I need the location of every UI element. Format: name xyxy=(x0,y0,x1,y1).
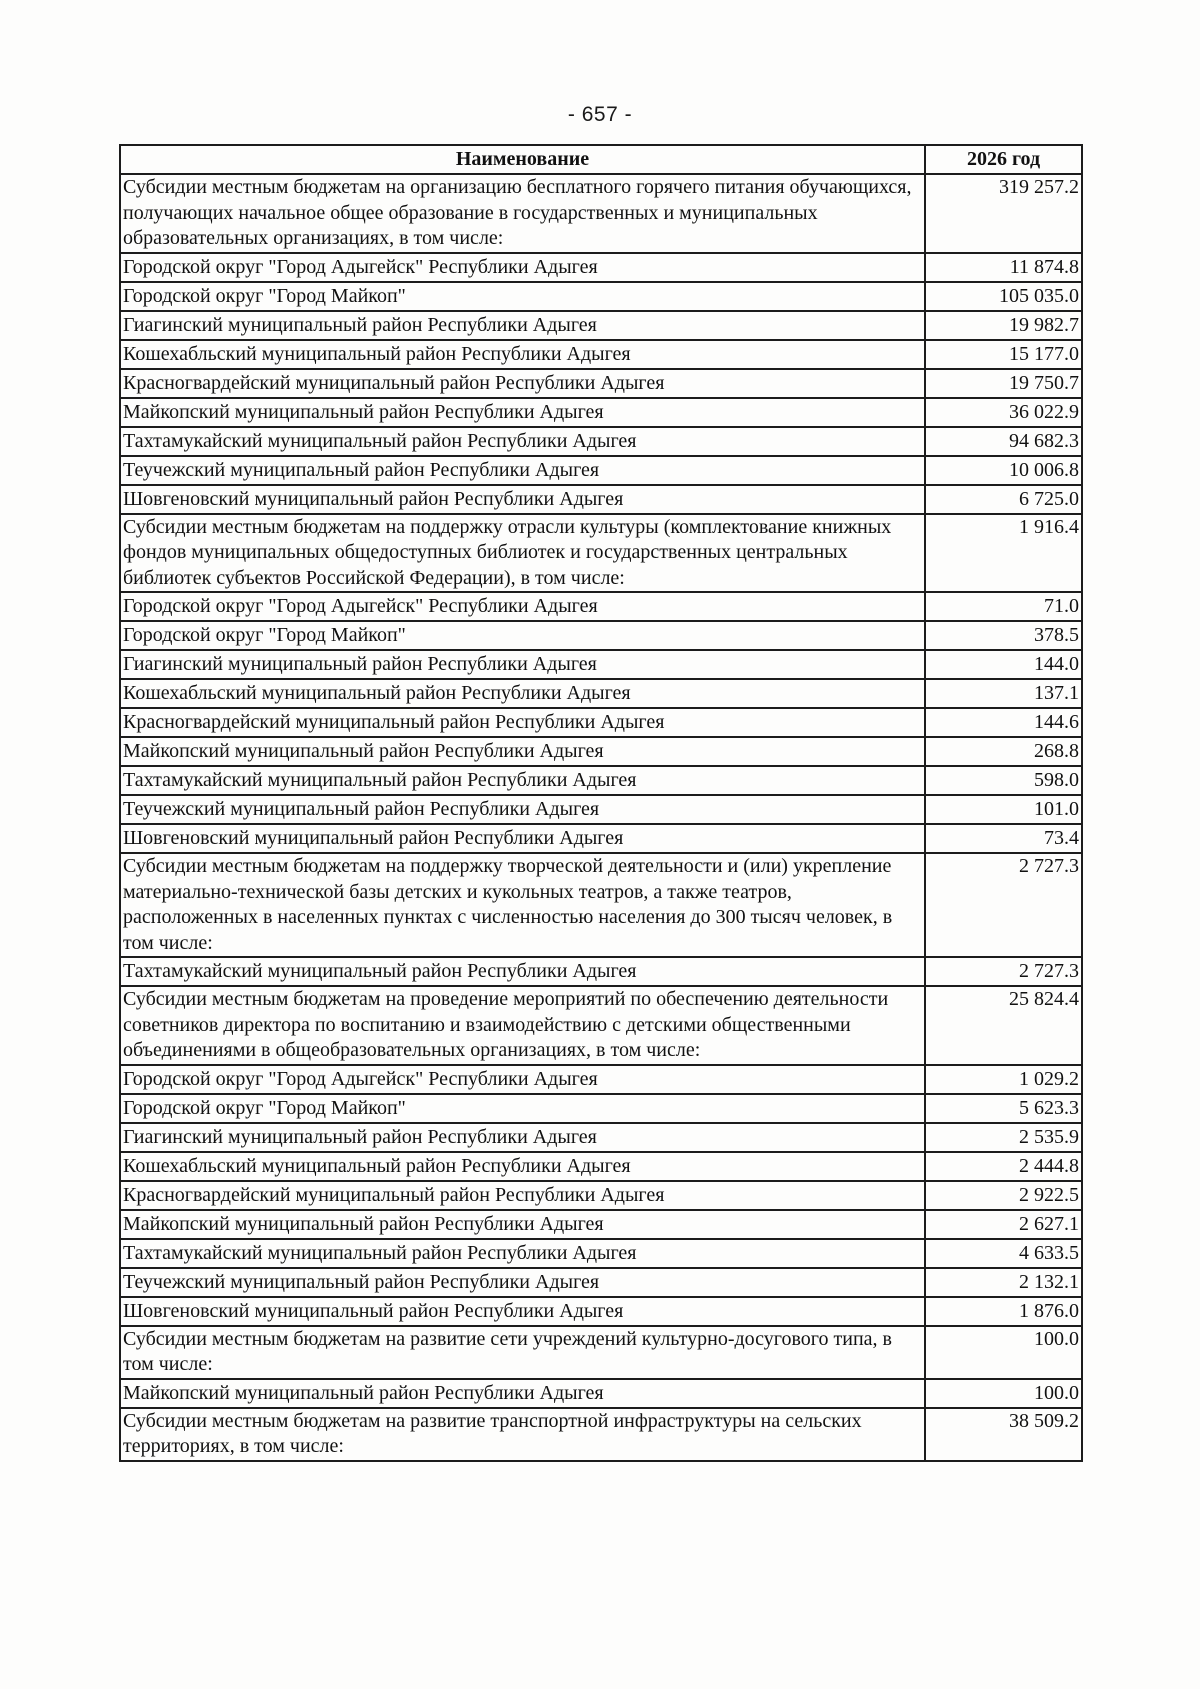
municipality-name-cell: Тахтамукайский муниципальный район Республики Адыгея xyxy=(120,427,925,456)
table-row xyxy=(120,456,1082,485)
table-row xyxy=(120,1065,1082,1094)
subsidy-group-row xyxy=(120,1408,1082,1461)
amount-cell: 2 922.5 xyxy=(925,1181,1082,1210)
table-row xyxy=(120,282,1082,311)
table-row xyxy=(120,1123,1082,1152)
subsidy-total-cell: 319 257.2 xyxy=(925,174,1082,253)
subsidy-name-cell: Субсидии местным бюджетам на проведение мероприятий по обеспечению деятельности советников директора по воспитанию и взаимодействию с детскими общественными объединениями в общеобразовательных организациях, в том числе: xyxy=(120,986,925,1065)
subsidy-name-cell: Субсидии местным бюджетам на организацию бесплатного горячего питания обучающихся, получающих начальное общее образование в государственных и муниципальных образовательных организациях, в том числе: xyxy=(120,174,925,253)
table-row xyxy=(120,1297,1082,1326)
amount-cell: 15 177.0 xyxy=(925,340,1082,369)
table-row xyxy=(120,621,1082,650)
municipality-name-cell: Городской округ "Город Адыгейск" Республики Адыгея xyxy=(120,592,925,621)
subsidy-group-row xyxy=(120,514,1082,593)
table-row xyxy=(120,737,1082,766)
amount-cell: 378.5 xyxy=(925,621,1082,650)
amount-cell: 101.0 xyxy=(925,795,1082,824)
municipality-name-cell: Городской округ "Город Адыгейск" Республики Адыгея xyxy=(120,253,925,282)
column-header-name: Наименование xyxy=(120,145,925,174)
table-body xyxy=(120,174,1082,1461)
municipality-name-cell: Майкопский муниципальный район Республики Адыгея xyxy=(120,1210,925,1239)
amount-cell: 11 874.8 xyxy=(925,253,1082,282)
subsidy-total-cell: 25 824.4 xyxy=(925,986,1082,1065)
table-row xyxy=(120,311,1082,340)
municipality-name-cell: Гиагинский муниципальный район Республики Адыгея xyxy=(120,650,925,679)
amount-cell: 1 029.2 xyxy=(925,1065,1082,1094)
table-row xyxy=(120,1094,1082,1123)
amount-cell: 137.1 xyxy=(925,679,1082,708)
municipality-name-cell: Тахтамукайский муниципальный район Республики Адыгея xyxy=(120,766,925,795)
municipality-name-cell: Шовгеновский муниципальный район Республики Адыгея xyxy=(120,824,925,853)
amount-cell: 6 725.0 xyxy=(925,485,1082,514)
municipality-name-cell: Тахтамукайский муниципальный район Республики Адыгея xyxy=(120,1239,925,1268)
subsidy-name-cell: Субсидии местным бюджетам на развитие транспортной инфраструктуры на сельских территориях, в том числе: xyxy=(120,1408,925,1461)
municipality-name-cell: Майкопский муниципальный район Республики Адыгея xyxy=(120,398,925,427)
subsidy-total-cell: 1 916.4 xyxy=(925,514,1082,593)
municipality-name-cell: Тахтамукайский муниципальный район Республики Адыгея xyxy=(120,957,925,986)
table-row xyxy=(120,824,1082,853)
municipality-name-cell: Кошехабльский муниципальный район Республики Адыгея xyxy=(120,1152,925,1181)
table-row xyxy=(120,1379,1082,1408)
subsidy-group-row xyxy=(120,853,1082,957)
table-row xyxy=(120,369,1082,398)
amount-cell: 144.6 xyxy=(925,708,1082,737)
table-row xyxy=(120,957,1082,986)
municipality-name-cell: Теучежский муниципальный район Республики Адыгея xyxy=(120,795,925,824)
table-row xyxy=(120,1210,1082,1239)
municipality-name-cell: Шовгеновский муниципальный район Республики Адыгея xyxy=(120,485,925,514)
municipality-name-cell: Кошехабльский муниципальный район Республики Адыгея xyxy=(120,679,925,708)
amount-cell: 2 132.1 xyxy=(925,1268,1082,1297)
municipality-name-cell: Городской округ "Город Адыгейск" Республики Адыгея xyxy=(120,1065,925,1094)
amount-cell: 144.0 xyxy=(925,650,1082,679)
municipality-name-cell: Красногвардейский муниципальный район Республики Адыгея xyxy=(120,369,925,398)
table-row xyxy=(120,427,1082,456)
table-row xyxy=(120,253,1082,282)
subsidy-name-cell: Субсидии местным бюджетам на развитие сети учреждений культурно-досугового типа, в том числе: xyxy=(120,1326,925,1379)
subsidy-group-row xyxy=(120,1326,1082,1379)
table-row xyxy=(120,592,1082,621)
amount-cell: 598.0 xyxy=(925,766,1082,795)
amount-cell: 71.0 xyxy=(925,592,1082,621)
table-row xyxy=(120,1268,1082,1297)
table-row xyxy=(120,708,1082,737)
municipality-name-cell: Кошехабльский муниципальный район Республики Адыгея xyxy=(120,340,925,369)
municipality-name-cell: Гиагинский муниципальный район Республики Адыгея xyxy=(120,311,925,340)
municipality-name-cell: Теучежский муниципальный район Республики Адыгея xyxy=(120,456,925,485)
table-row xyxy=(120,766,1082,795)
municipality-name-cell: Шовгеновский муниципальный район Республики Адыгея xyxy=(120,1297,925,1326)
amount-cell: 73.4 xyxy=(925,824,1082,853)
table-row xyxy=(120,1152,1082,1181)
municipality-name-cell: Городской округ "Город Майкоп" xyxy=(120,621,925,650)
municipality-name-cell: Городской округ "Город Майкоп" xyxy=(120,282,925,311)
subsidy-total-cell: 100.0 xyxy=(925,1326,1082,1379)
subsidy-name-cell: Субсидии местным бюджетам на поддержку творческой деятельности и (или) укрепление материально-технической базы детских и кукольных театров, а также театров, расположенных в населенных пунктах с численностью населения до 300 тысяч человек, в том числе: xyxy=(120,853,925,957)
table-row xyxy=(120,650,1082,679)
budget-table xyxy=(119,144,1083,1462)
amount-cell: 1 876.0 xyxy=(925,1297,1082,1326)
subsidy-group-row xyxy=(120,174,1082,253)
table-row xyxy=(120,485,1082,514)
amount-cell: 4 633.5 xyxy=(925,1239,1082,1268)
municipality-name-cell: Теучежский муниципальный район Республики Адыгея xyxy=(120,1268,925,1297)
table-row xyxy=(120,1181,1082,1210)
municipality-name-cell: Майкопский муниципальный район Республики Адыгея xyxy=(120,1379,925,1408)
table-row xyxy=(120,679,1082,708)
amount-cell: 19 750.7 xyxy=(925,369,1082,398)
amount-cell: 100.0 xyxy=(925,1379,1082,1408)
subsidy-total-cell: 2 727.3 xyxy=(925,853,1082,957)
municipality-name-cell: Городской округ "Город Майкоп" xyxy=(120,1094,925,1123)
amount-cell: 105 035.0 xyxy=(925,282,1082,311)
table-row xyxy=(120,340,1082,369)
municipality-name-cell: Красногвардейский муниципальный район Республики Адыгея xyxy=(120,1181,925,1210)
amount-cell: 10 006.8 xyxy=(925,456,1082,485)
table-row xyxy=(120,1239,1082,1268)
subsidy-group-row xyxy=(120,986,1082,1065)
amount-cell: 94 682.3 xyxy=(925,427,1082,456)
amount-cell: 2 535.9 xyxy=(925,1123,1082,1152)
amount-cell: 2 727.3 xyxy=(925,957,1082,986)
amount-cell: 2 627.1 xyxy=(925,1210,1082,1239)
subsidy-total-cell: 38 509.2 xyxy=(925,1408,1082,1461)
municipality-name-cell: Красногвардейский муниципальный район Республики Адыгея xyxy=(120,708,925,737)
municipality-name-cell: Гиагинский муниципальный район Республики Адыгея xyxy=(120,1123,925,1152)
amount-cell: 19 982.7 xyxy=(925,311,1082,340)
amount-cell: 268.8 xyxy=(925,737,1082,766)
amount-cell: 2 444.8 xyxy=(925,1152,1082,1181)
table-header-row xyxy=(120,145,1082,174)
page-number: - 657 - xyxy=(567,103,633,126)
table-row xyxy=(120,398,1082,427)
municipality-name-cell: Майкопский муниципальный район Республики Адыгея xyxy=(120,737,925,766)
amount-cell: 36 022.9 xyxy=(925,398,1082,427)
column-header-year: 2026 год xyxy=(925,145,1082,174)
amount-cell: 5 623.3 xyxy=(925,1094,1082,1123)
subsidy-name-cell: Субсидии местным бюджетам на поддержку отрасли культуры (комплектование книжных фондов муниципальных общедоступных библиотек и государственных центральных библиотек субъектов Российской Федерации), в том числе: xyxy=(120,514,925,593)
table-row xyxy=(120,795,1082,824)
